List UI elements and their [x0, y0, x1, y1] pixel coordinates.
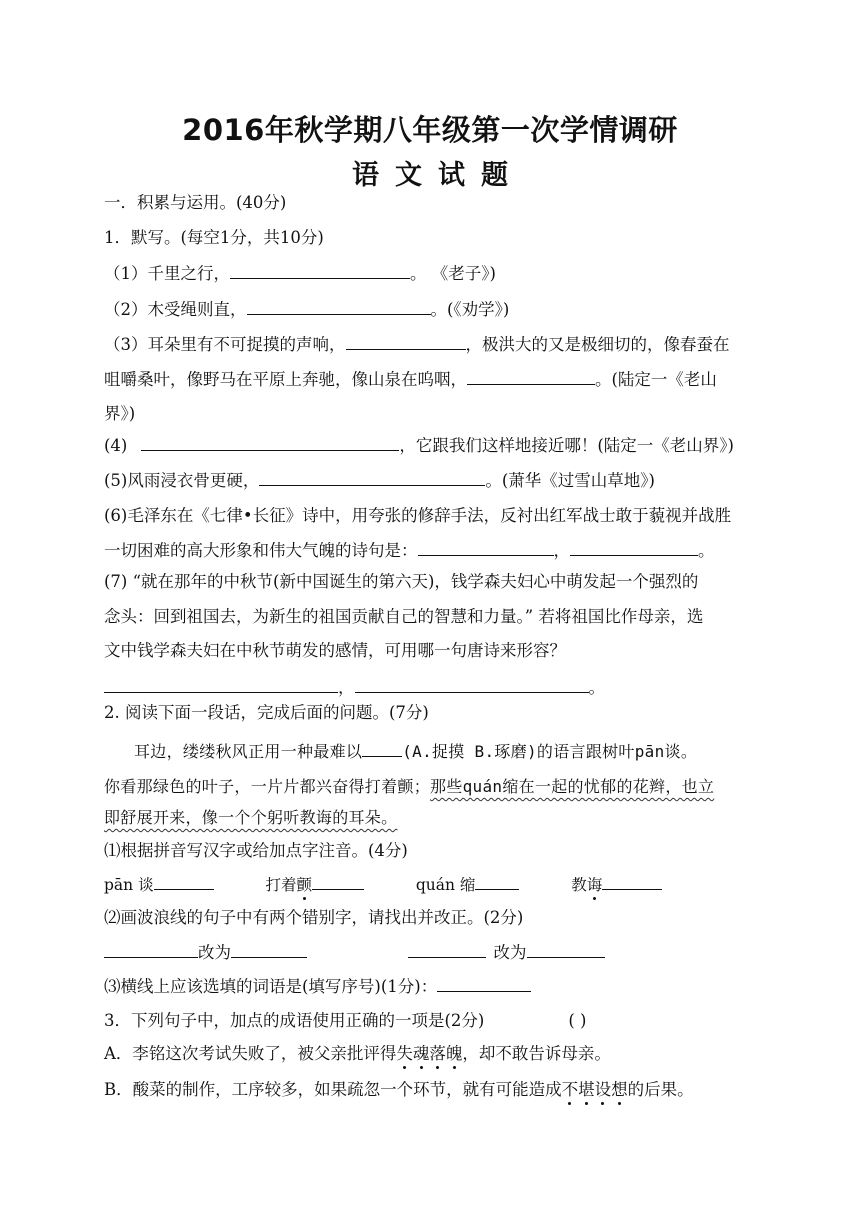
- answer-blank[interactable]: [154, 873, 214, 890]
- passage-line-1: [134, 740, 697, 763]
- q1-item-5-suffix: 。(萧华《过雪山草地》): [485, 471, 655, 490]
- q2-heading: 2. 阅读下面一段话，完成后面的问题。(7分): [104, 703, 429, 722]
- dotted-char: 设: [594, 1080, 612, 1099]
- q1-item-5-prefix: (5)风雨浸衣骨更硬，: [104, 471, 260, 490]
- answer-blank[interactable]: [312, 873, 364, 890]
- dotted-char: 失: [396, 1044, 413, 1063]
- q1-item-7-line1: (7) “就在那年的中秋节(新中国诞生的第六天)，钱学森夫妇心中萌发起一个强烈的: [104, 572, 699, 591]
- q3-option-b: [104, 1079, 694, 1101]
- q1-item-6-line2: [104, 539, 715, 562]
- dotted-char: 魄: [445, 1044, 463, 1063]
- answer-blank[interactable]: [437, 975, 531, 992]
- answer-blank[interactable]: [408, 941, 486, 958]
- answer-blank[interactable]: [418, 539, 554, 556]
- q2-sub-2-answers: [104, 941, 605, 964]
- q1-item-3-source: 。(陆定一《老山: [595, 370, 717, 389]
- q1-item-2-prefix: （2）木受绳则直，: [104, 300, 247, 319]
- q1-item-6-text: 一切困难的高大形象和伟大气魄的诗句是：: [104, 541, 418, 560]
- q1-item-3-line2: [104, 368, 717, 391]
- answer-blank[interactable]: [467, 368, 595, 385]
- dotted-char: 落: [429, 1044, 446, 1063]
- q1-item-3-prefix: （3）耳朵里有不可捉摸的声响，: [104, 335, 346, 354]
- dotted-char: 想: [611, 1080, 628, 1099]
- q2-sub-3: [104, 975, 531, 998]
- passage-text: 耳边，缕缕秋风正用一种最难以: [134, 742, 363, 761]
- passage-line-2: [104, 776, 714, 798]
- answer-parentheses[interactable]: ( ): [568, 1011, 587, 1030]
- word-da-zhe: 打着: [265, 876, 297, 894]
- passage-text: (A.捉摸 B.琢磨)的语言跟树叶pān谈。: [402, 742, 698, 761]
- q1-item-4-number: (4): [104, 436, 128, 455]
- option-a-idiom: [396, 1044, 462, 1063]
- q1-item-4: [104, 434, 734, 457]
- q1-item-7-line2: 念头：回到祖国去，为新生的祖国贡献自己的智慧和力量。” 若将祖国比作母亲，选: [104, 607, 704, 626]
- answer-blank[interactable]: [231, 941, 307, 958]
- q1-heading: 1．默写。(每空1分，共10分): [104, 228, 324, 247]
- pinyin-pan: pān 谈: [104, 876, 154, 894]
- q2-sub-1: ⑴根据拼音写汉字或给加点字注音。(4分): [104, 841, 408, 860]
- answer-blank[interactable]: [475, 873, 519, 890]
- q1-item-1: [104, 262, 496, 285]
- q1-item-7-answers: [104, 676, 605, 699]
- q1-item-7-period: 。: [588, 678, 605, 697]
- q3-heading-line: [104, 1010, 587, 1032]
- q1-item-2-suffix: 。(《劝学》): [430, 300, 510, 319]
- option-b-text-end: 的后果。: [627, 1080, 694, 1099]
- answer-blank[interactable]: [602, 873, 662, 890]
- section-one-heading: 一．积累与运用。(40分): [104, 193, 287, 212]
- q1-item-6-period: 。: [698, 541, 715, 560]
- passage-line-3: [104, 807, 397, 829]
- dotted-char-hui: 诲: [586, 876, 603, 894]
- option-b-text: B．酸菜的制作，工序较多，如果疏忽一个环节，就有可能造成: [104, 1080, 562, 1099]
- q1-item-7-comma: ，: [338, 678, 355, 697]
- q1-item-3-line3: 界》): [104, 404, 136, 423]
- q1-item-6-line1: (6)毛泽东在《七律•长征》诗中，用夸张的修辞手法，反衬出红军战士敢于藐视并战胜: [104, 506, 732, 525]
- answer-blank[interactable]: [355, 676, 589, 693]
- answer-blank[interactable]: [230, 262, 410, 279]
- q1-item-3-mid: ，极洪大的又是极细切的，像春蚕在: [465, 335, 730, 354]
- q1-item-2: [104, 298, 509, 321]
- answer-blank[interactable]: [141, 434, 399, 451]
- option-b-idiom: [562, 1080, 628, 1099]
- fix-label-1: 改为: [198, 943, 231, 962]
- wavy-sentence: 即舒展开来，像一个个躬听教诲的耳朵。: [104, 808, 398, 827]
- dotted-char: 魂: [412, 1044, 430, 1063]
- q1-item-3-text: 咀嚼桑叶，像野马在平原上奔驰，像山泉在呜咽，: [104, 370, 467, 389]
- q1-item-3-line1: [104, 333, 730, 356]
- answer-blank[interactable]: [104, 941, 198, 958]
- answer-blank[interactable]: [362, 740, 402, 757]
- answer-blank[interactable]: [247, 298, 431, 315]
- option-a-text: A．李铭这次考试失败了，被父亲批评得: [104, 1044, 397, 1063]
- passage-text: 你看那绿色的叶子，一片片都兴奋得打着颤；: [104, 777, 431, 796]
- answer-blank[interactable]: [259, 469, 485, 486]
- q2-sub-3-text: ⑶横线上应该选填的词语是(填写序号)(1分)：: [104, 977, 438, 996]
- q3-heading: 3．下列句子中，加点的成语使用正确的一项是(2分): [104, 1011, 485, 1030]
- q1-item-7-line3: 文中钱学森夫妇在中秋节萌发的感情，可用哪一句唐诗来形容？: [104, 641, 566, 660]
- wavy-sentence: 那些quán缩在一起的忧郁的花辫，也立: [430, 777, 715, 796]
- q1-item-1-prefix: （1）千里之行，: [104, 264, 230, 283]
- dotted-char-chan: 颤: [296, 876, 312, 894]
- option-a-text-end: ，却不敢告诉母亲。: [462, 1044, 611, 1063]
- dotted-char: 不: [561, 1080, 579, 1099]
- q3-option-a: [104, 1043, 611, 1065]
- pinyin-quan: quán 缩: [415, 876, 476, 894]
- q1-item-1-suffix: 。 《老子》): [410, 264, 496, 283]
- answer-blank[interactable]: [346, 333, 466, 350]
- word-jiao: 教: [571, 876, 587, 894]
- q1-item-4-suffix: ，它跟我们这样地接近哪！(陆定一《老山界》): [399, 436, 734, 455]
- q1-item-5: [104, 469, 655, 492]
- exam-title: 2016年秋学期八年级第一次学情调研: [182, 113, 678, 147]
- dotted-char: 堪: [578, 1080, 595, 1099]
- exam-subtitle: 语文试题: [352, 160, 524, 191]
- q2-sub-2: ⑵画波浪线的句子中有两个错别字，请找出并改正。(2分): [104, 908, 524, 927]
- q1-item-6-comma: ，: [553, 541, 570, 560]
- answer-blank[interactable]: [527, 941, 605, 958]
- answer-blank[interactable]: [104, 676, 338, 693]
- answer-blank[interactable]: [570, 539, 698, 556]
- fix-label-2: 改为: [493, 943, 527, 962]
- q2-sub-1-answers: [104, 873, 662, 896]
